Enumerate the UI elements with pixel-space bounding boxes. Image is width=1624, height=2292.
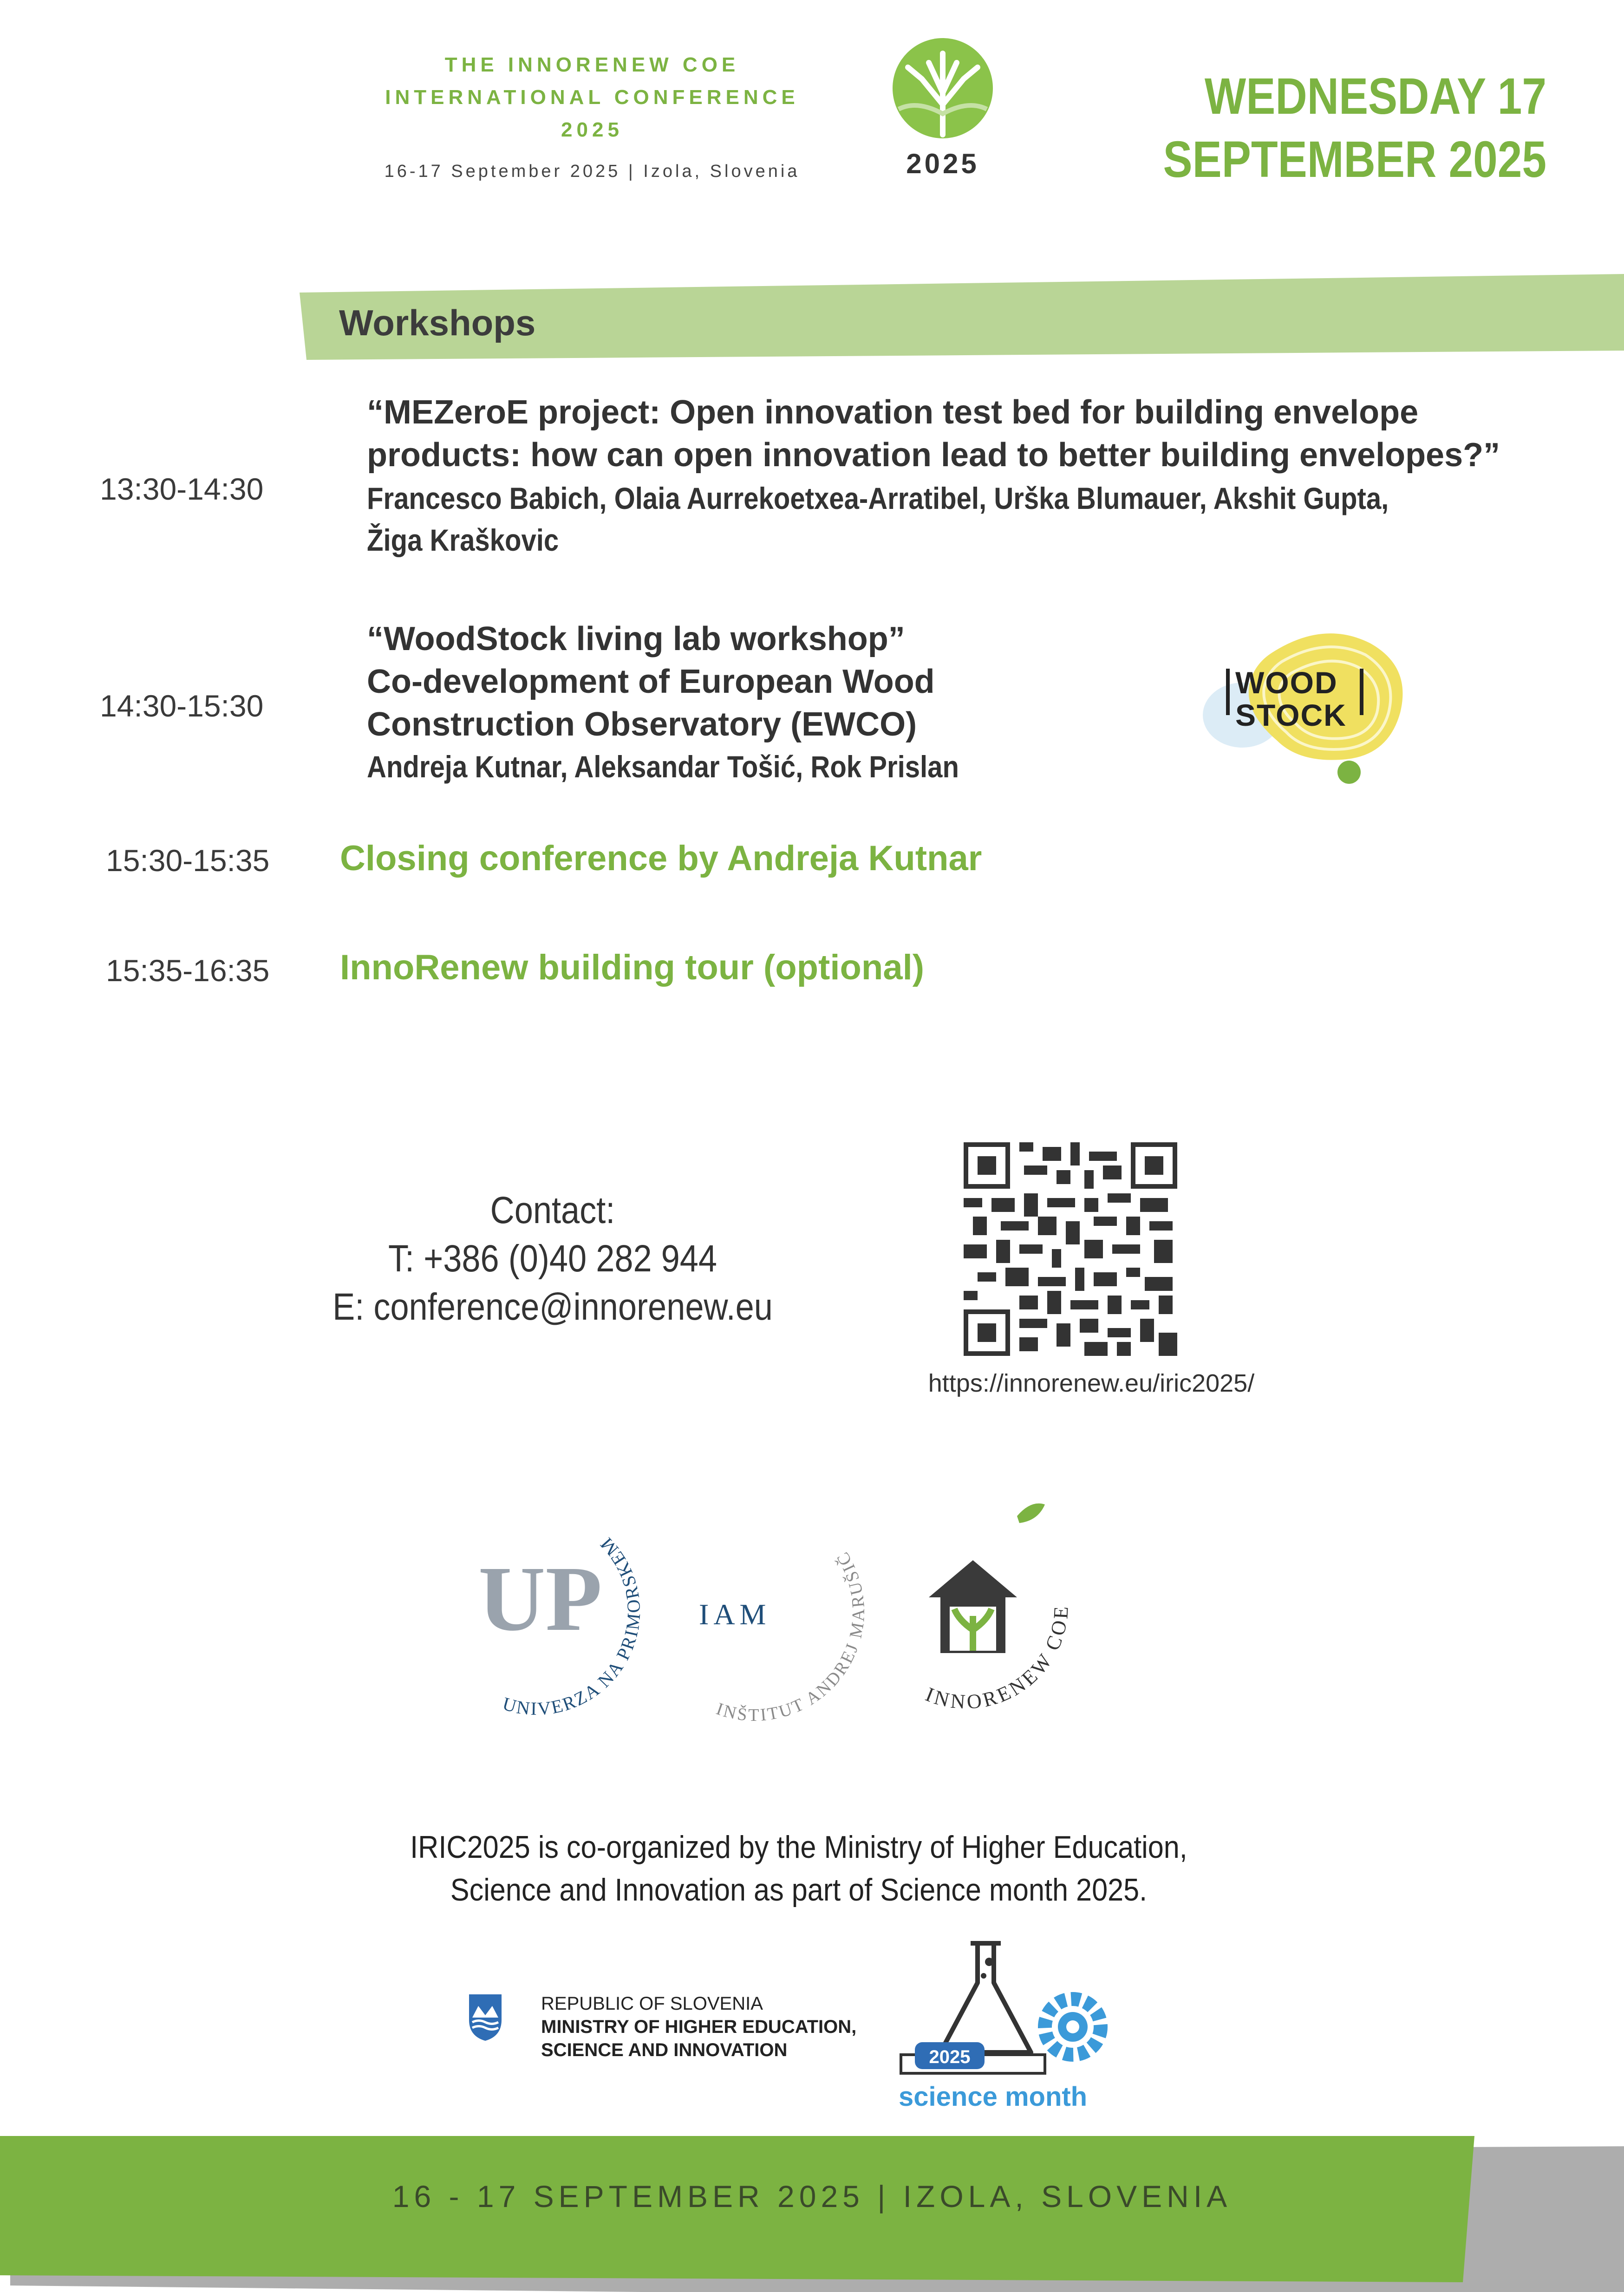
talk-authors-1-line-1: Francesco Babich, Olaia Aurrekoetxea-Arratibel, Urška Blumauer, Akshit Gupta,	[367, 481, 1389, 515]
slovenia-coat-of-arms-icon	[467, 1992, 504, 2043]
conference-subtitle: 16-17 September 2025 | Izola, Slovenia	[384, 162, 800, 181]
talk-authors-1-line-2: Žiga Kraškovic	[367, 523, 559, 557]
iam-institute-logo-icon	[687, 1495, 901, 1737]
talk-title-2	[367, 618, 935, 746]
time-slot-2: 14:30-15:30	[100, 689, 264, 723]
iam-letters: IAM	[699, 1598, 771, 1631]
innorenew-logo-icon	[910, 1495, 1124, 1737]
conference-url-link[interactable]: https://innorenew.eu/iric2025/	[928, 1369, 1255, 1397]
iam-ring-text: INŠTITUT ANDREJ MARUŠIČ	[713, 1547, 869, 1725]
talk-authors-2-line-1: Andreja Kutnar, Aleksandar Tošić, Rok Prislan	[367, 749, 959, 784]
conference-tree-logo-icon	[885, 35, 1001, 142]
science-month-year: 2025	[929, 2047, 971, 2067]
talk-title-2-line-1: “WoodStock living lab workshop”	[367, 620, 905, 658]
talk-title-1	[367, 391, 1500, 476]
coorganized-line-2: Science and Innovation as part of Science month 2025.	[450, 1872, 1148, 1908]
ministry-line-1: REPUBLIC OF SLOVENIA	[541, 1993, 763, 2014]
talk-authors-2	[367, 746, 959, 788]
coorganized-notice	[372, 1826, 1225, 1911]
contact-block	[328, 1186, 777, 1331]
up-university-logo-icon	[464, 1495, 678, 1737]
conference-title-line-3: 2025	[561, 118, 623, 141]
day-heading	[1135, 65, 1546, 191]
section-label: Workshops	[339, 302, 536, 343]
coorganized-line-1: IRIC2025 is co-organized by the Ministry of Higher Education,	[410, 1830, 1187, 1865]
talk-title-2-line-2: Co-development of European Wood	[367, 663, 935, 700]
time-slot-1: 13:30-14:30	[100, 472, 264, 506]
talk-authors-1	[367, 477, 1389, 561]
qr-code-icon	[964, 1142, 1177, 1356]
talk-title-1-line-1: “MEZeroE project: Open innovation test bed for building envelope	[367, 394, 1419, 431]
time-slot-4: 15:35-16:35	[106, 953, 270, 988]
svg-text:INŠTITUT ANDREJ MARUŠIČ	[714, 1547, 868, 1725]
conference-title-line-1: THE INNORENEW COE	[444, 53, 740, 76]
talk-title-1-line-2: products: how can open innovation lead to better building envelopes?”	[367, 436, 1500, 474]
talk-title-2-line-3: Construction Observatory (EWCO)	[367, 706, 917, 743]
ministry-line-2: MINISTRY OF HIGHER EDUCATION,	[541, 2017, 857, 2037]
ministry-line-3: SCIENCE AND INNOVATION	[541, 2040, 788, 2060]
science-month-label: science month	[899, 2082, 1088, 2112]
innorenew-ring-text: INNORENEW COE	[922, 1603, 1073, 1714]
woodstock-logo-line-2: STOCK	[1235, 698, 1347, 732]
woodstock-logo-line-1: WOOD	[1235, 665, 1338, 700]
contact-email: E: conference@innorenew.eu	[333, 1286, 773, 1328]
up-letters: UP	[478, 1548, 602, 1650]
woodstock-logo-text	[1235, 666, 1347, 731]
time-slot-3: 15:30-15:35	[106, 843, 270, 878]
footer-band	[0, 2136, 1624, 2292]
building-tour-title: InnoRenew building tour (optional)	[340, 948, 925, 987]
conference-title	[353, 49, 831, 146]
woodstock-logo	[1194, 625, 1416, 792]
conference-title-line-2: INTERNATIONAL CONFERENCE	[385, 86, 799, 109]
day-heading-line-2: SEPTEMBER 2025	[1163, 131, 1546, 188]
footer-text: 16 - 17 SEPTEMBER 2025 | IZOLA, SLOVENIA	[392, 2179, 1232, 2214]
up-ring-text: UNIVERZA NA PRIMORSKEM	[500, 1532, 645, 1719]
logo-year: 2025	[906, 148, 979, 179]
contact-phone: T: +386 (0)40 282 944	[388, 1237, 717, 1280]
contact-label: Contact:	[490, 1189, 615, 1231]
closing-conference-title: Closing conference by Andreja Kutnar	[340, 839, 982, 878]
ministry-name	[541, 1992, 856, 2062]
day-heading-line-1: WEDNESDAY 17	[1204, 68, 1546, 125]
